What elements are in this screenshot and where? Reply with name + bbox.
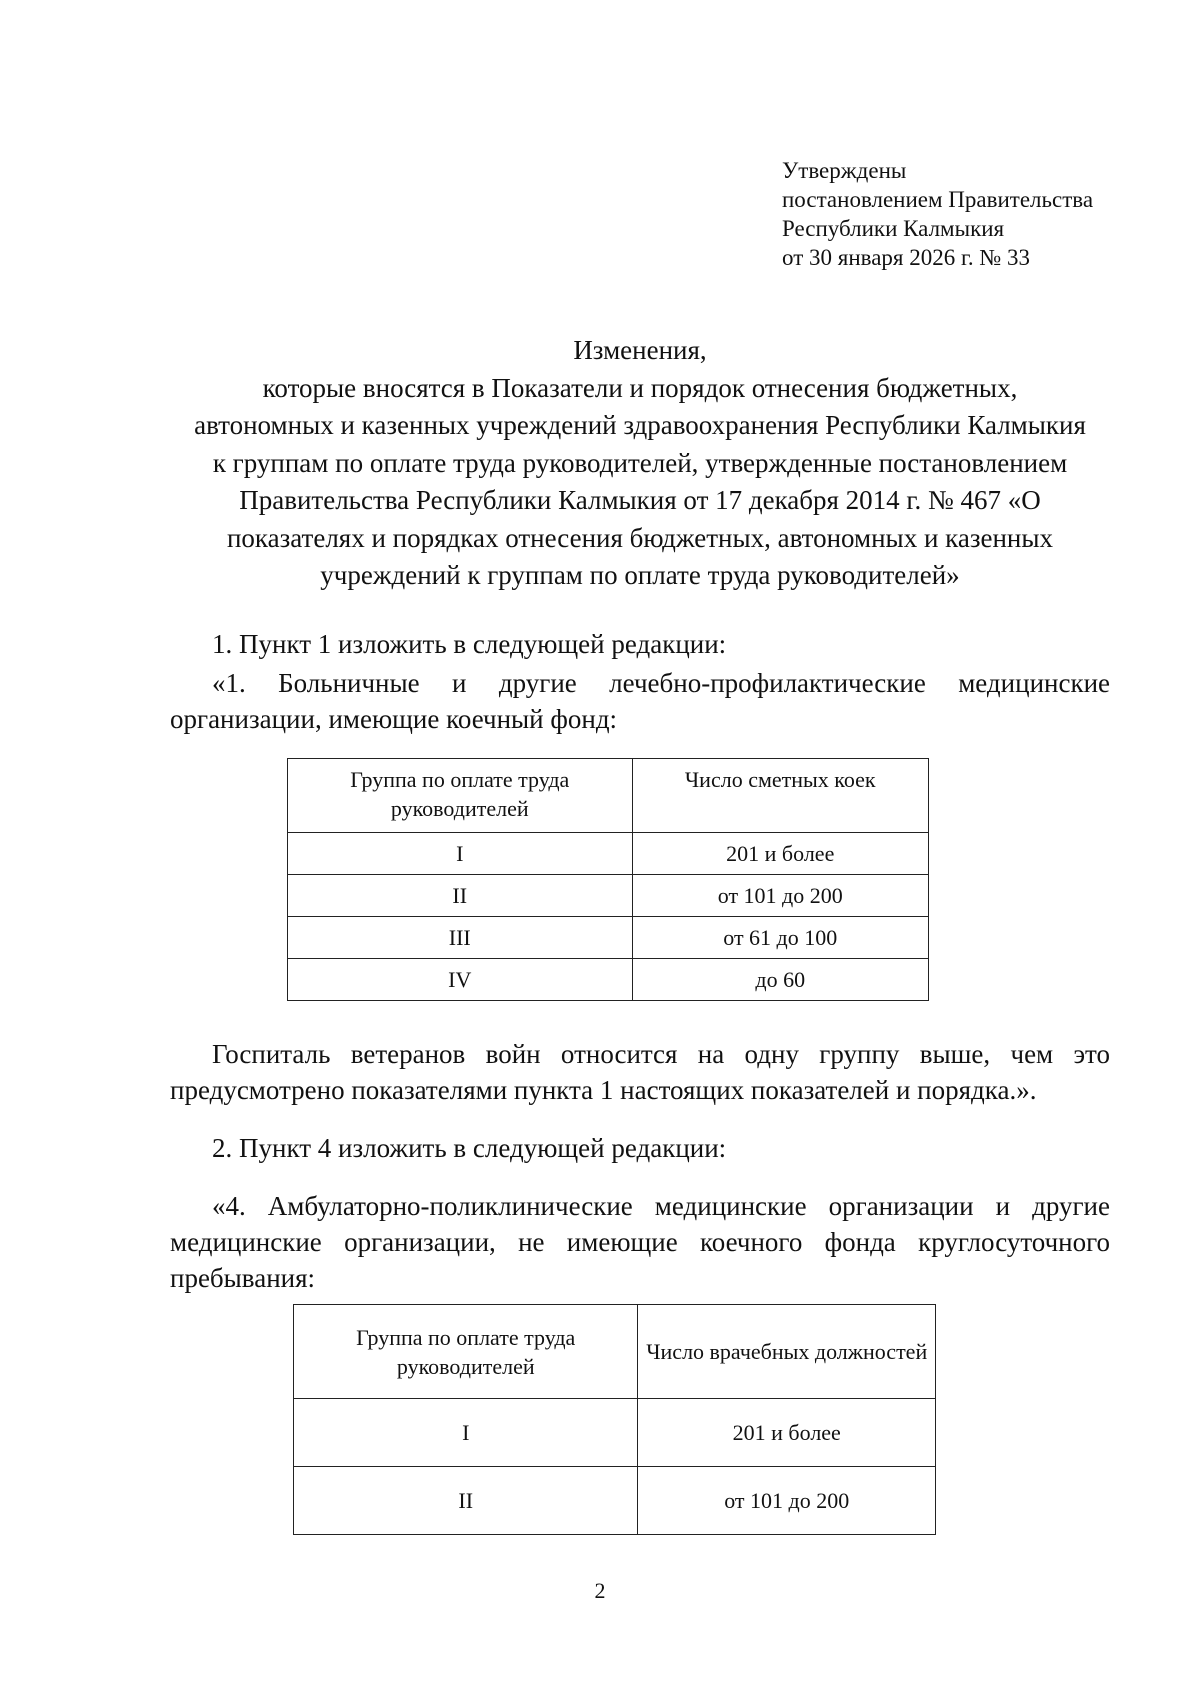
table-header-cell: Число врачебных должностей — [638, 1305, 936, 1399]
title-line: Изменения, — [573, 335, 707, 365]
table-cell-group: III — [288, 917, 633, 959]
table-cell-group: I — [294, 1399, 638, 1467]
title-line: которые вносятся в Показатели и порядок отнесения бюджетных, — [262, 372, 1018, 403]
table-physician-positions — [293, 1304, 936, 1535]
table-cell-group: II — [288, 875, 633, 917]
table-header-cell: Группа по оплате труда руководителей — [294, 1305, 638, 1399]
title-line: показателях и порядках отнесения бюджетных, автономных и казенных — [226, 522, 1054, 553]
table-cell-group: I — [288, 833, 633, 875]
table-cell-value: до 60 — [632, 959, 929, 1001]
approval-line: Утверждены — [782, 158, 907, 183]
title-line: Правительства Республики Калмыкия от 17 декабря 2014 г. № 467 «О — [239, 485, 1041, 515]
approval-line: Республики Калмыкия — [782, 216, 1005, 241]
document-title — [160, 332, 1120, 595]
title-line: к группам по оплате труда руководителей, утвержденные постановлением — [212, 447, 1068, 478]
table-cell-value: 201 и более — [638, 1399, 936, 1467]
table-cell-group: IV — [288, 959, 633, 1001]
approval-line: постановлением Правительства — [782, 187, 1094, 212]
table-header-row — [288, 759, 929, 833]
table-hospital-beds — [287, 758, 929, 1001]
item1-quote: «1. Больничные и другие лечебно-профилактические медицинские организации, имеющие коечный фонд: — [170, 668, 1110, 734]
table-cell-value: от 101 до 200 — [638, 1467, 936, 1535]
table-header-cell: Группа по оплате труда руководителей — [288, 759, 633, 833]
note-veterans-hospital: Госпиталь ветеранов войн относится на одну группу выше, чем это предусмотрено показателями пункта 1 настоящих показателей и порядка.». — [170, 1039, 1110, 1105]
table-cell-group: II — [294, 1467, 638, 1535]
table-row — [288, 917, 929, 959]
table-row — [294, 1467, 936, 1535]
approval-stamp — [782, 156, 1093, 272]
table-row — [288, 875, 929, 917]
table-cell-value: от 61 до 100 — [632, 917, 929, 959]
table-header-row — [294, 1305, 936, 1399]
page-number: 2 — [594, 1578, 606, 1603]
title-line: учреждений к группам по оплате труда руководителей» — [320, 560, 960, 590]
table-row — [288, 833, 929, 875]
table-cell-value: от 101 до 200 — [632, 875, 929, 917]
title-line: автономных и казенных учреждений здравоохранения Республики Калмыкия — [194, 410, 1086, 440]
table-row — [288, 959, 929, 1001]
table-row — [294, 1399, 936, 1467]
item2-heading: 2. Пункт 4 изложить в следующей редакции: — [212, 1133, 727, 1163]
table-cell-value: 201 и более — [632, 833, 929, 875]
table-header-cell: Число сметных коек — [632, 759, 929, 833]
item1-heading: 1. Пункт 1 изложить в следующей редакции: — [212, 629, 727, 659]
item2-quote: «4. Амбулаторно-поликлинические медицинские организации и другие медицинские организации, не имеющие коечного фонда круглосуточного пребывания: — [170, 1191, 1110, 1293]
approval-line: от 30 января 2026 г. № 33 — [782, 245, 1031, 270]
